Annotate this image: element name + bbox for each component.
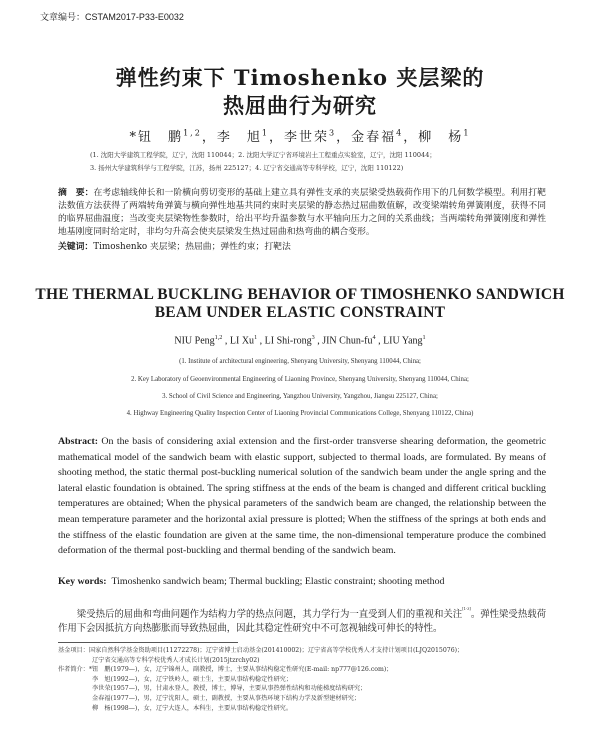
affiliation-cn-1: (1. 沈阳大学建筑工程学院，辽宁，沈阳 110044；2. 沈阳大学辽宁省环境岩土工程重点实验室，辽宁，沈阳 110044； — [90, 151, 436, 159]
keywords-en-label: Key words: — [58, 576, 107, 587]
abstract-en-label: Abstract: — [58, 436, 99, 447]
footnote-divider — [58, 642, 238, 643]
keywords-cn-text: Timoshenko 夹层梁；热屈曲；弹性约束；打靶法 — [93, 242, 291, 252]
affiliation-en-4: 4. Highway Engineering Quality Inspection Center of Liaoning Provincial Communications College, Shenyang 110122, China) — [126, 410, 474, 417]
authors-en: NIU Peng$^{1,2}$ , LI Xu$^1$ , LI Shi-rong$^3$ , JIN Chun-$fu^4$ , LIU Yang$^1$ — [174, 334, 426, 347]
introduction-paragraph: 梁受热后的屈曲和弯曲问题作为结构力学的热点问题，其力学行为一直受到人们的重视和关注[1-3]。弹性梁受热载荷作用下会因抵抗方向热膨胀而导致热屈曲，因此其稳定性研究中不可忽视轴线可伸长的特性。 — [58, 607, 546, 635]
title-en-line-1: THE THERMAL BUCKLING BEHAVIOR OF TIMOSHENKO SANDWICH — [35, 286, 565, 303]
affiliation-en-3: 3. School of Civil Science and Engineering, Yangzhou University, Yangzhou, Jiangsu 225127, China; — [162, 393, 438, 400]
title-cn-line-2: 热屈曲行为研究 — [223, 93, 377, 118]
footnote-author-1: 作者简介：*钮 鹏(1979—)，女，辽宁锦州人，副教授，博士，主要从事结构稳定性研究(E-mail: np777@126.com)； — [58, 666, 393, 674]
article-number: 文章编号：CSTAM2017-P33-E0032 — [40, 12, 184, 22]
footnote-author-3: 李世荣(1957—)，男，甘肃永登人，教授，博士，博导，主要从事热弹性结构和功能梯度结构研究； — [92, 685, 367, 693]
title-cn-line-1: 弹性约束下 Timoshenko 夹层梁的 — [115, 65, 485, 90]
abstract-cn-label: 摘 要： — [58, 188, 94, 198]
authors-cn: *钮 鹏$^{1,2}$，李 旭$^1$，李世荣$^3$，金春福$^4$，柳 杨$^1$ — [129, 128, 471, 145]
title-en-line-2: BEAM UNDER ELASTIC CONSTRAINT — [154, 304, 446, 321]
keywords-en-text: Timoshenko sandwich beam; Thermal buckling; Elastic constraint; shooting method — [111, 576, 445, 587]
affiliation-cn-2: 3. 扬州大学建筑科学与工程学院，江苏，扬州 225127；4. 辽宁省交通高等专科学校，辽宁，沈阳 110122) — [90, 164, 404, 172]
affiliation-en-1: (1. Institute of architectural engineering, Shenyang University, Shenyang 110044, China; — [179, 358, 421, 365]
abstract-en-text: On the basis of considering axial extension and the first-order transverse shearing deformation, the geometric mathematical model of the sandwich beam with elastic support, subjected to thermal loads, are formulated. By means of shooting method, the static thermal post-buckling numerical solution of the sandwich beam under the angle spring and the lateral elastic foundation is obtained. The spring stiffness at the ends of the beam is changed and different critical buckling temperatures are obtained; When the physical parameters of the sandwich beam are changed, the relationship between the mean temperature parameter and the horizontal axial pressure is plotted; When the stiffness of the springs at both ends and the stiffness of the elastic foundation are given at the same time, the non-dimensional temperature produce the combined deformation of the thermal post-buckling and thermal bending of the sandwich beam. — [58, 436, 546, 557]
keywords-cn-label: 关键词： — [58, 242, 94, 252]
footnotes — [58, 646, 546, 713]
footnote-author-2: 李 旭(1992—)，女，辽宁铁岭人，硕士生，主要从事结构稳定性研究； — [92, 675, 293, 683]
footnote-author-5: 柳 杨(1998—)，女，辽宁大连人，本科生，主要从事结构稳定性研究。 — [92, 704, 293, 712]
affiliation-en-2: 2. Key Laboratory of Geoenvironmental Engineering of Liaoning Province, Shenyang University, Shenyang 110044, China; — [131, 376, 469, 383]
footnote-funding: 基金项目：国家自然科学基金资助项目(11272278)；辽宁省博士启动基金(201410002)；辽宁省高等学校优秀人才支持计划项目(LJQ2015076)； — [58, 647, 464, 654]
footnote-author-4: 金春福(1977—)，男，辽宁沈阳人，硕士，副教授，主要从事热环境下结构力学及新型建材研究； — [92, 694, 361, 702]
abstract-cn — [58, 187, 546, 239]
abstract-cn-text: 在考虑轴线伸长和一阶横向剪切变形的基础上建立具有弹性支承的夹层梁受热载荷作用下的几何数学模型。利用打靶法数值方法获得了两端转角弹簧与横向弹性地基共同约束时夹层梁的静态热过屈曲数值解，改变梁端转角弹簧刚度，获得不同的临界屈曲温度；当改变夹层梁物性参数时，给出平均升温参数与水平轴向压力之间的关系曲线；当两端转角弹簧刚度和弹性地基刚度同时给定时，非均匀升高会使夹层梁发生热过屈曲和热弯曲的耦合变形。 — [58, 188, 546, 237]
keywords-cn — [58, 239, 291, 252]
abstract-en — [58, 434, 546, 559]
footnote-funding-cont: 辽宁省交通高等专科学校优秀人才成长计划(2015jtzrchy02) — [92, 656, 260, 664]
keywords-en — [58, 576, 444, 587]
